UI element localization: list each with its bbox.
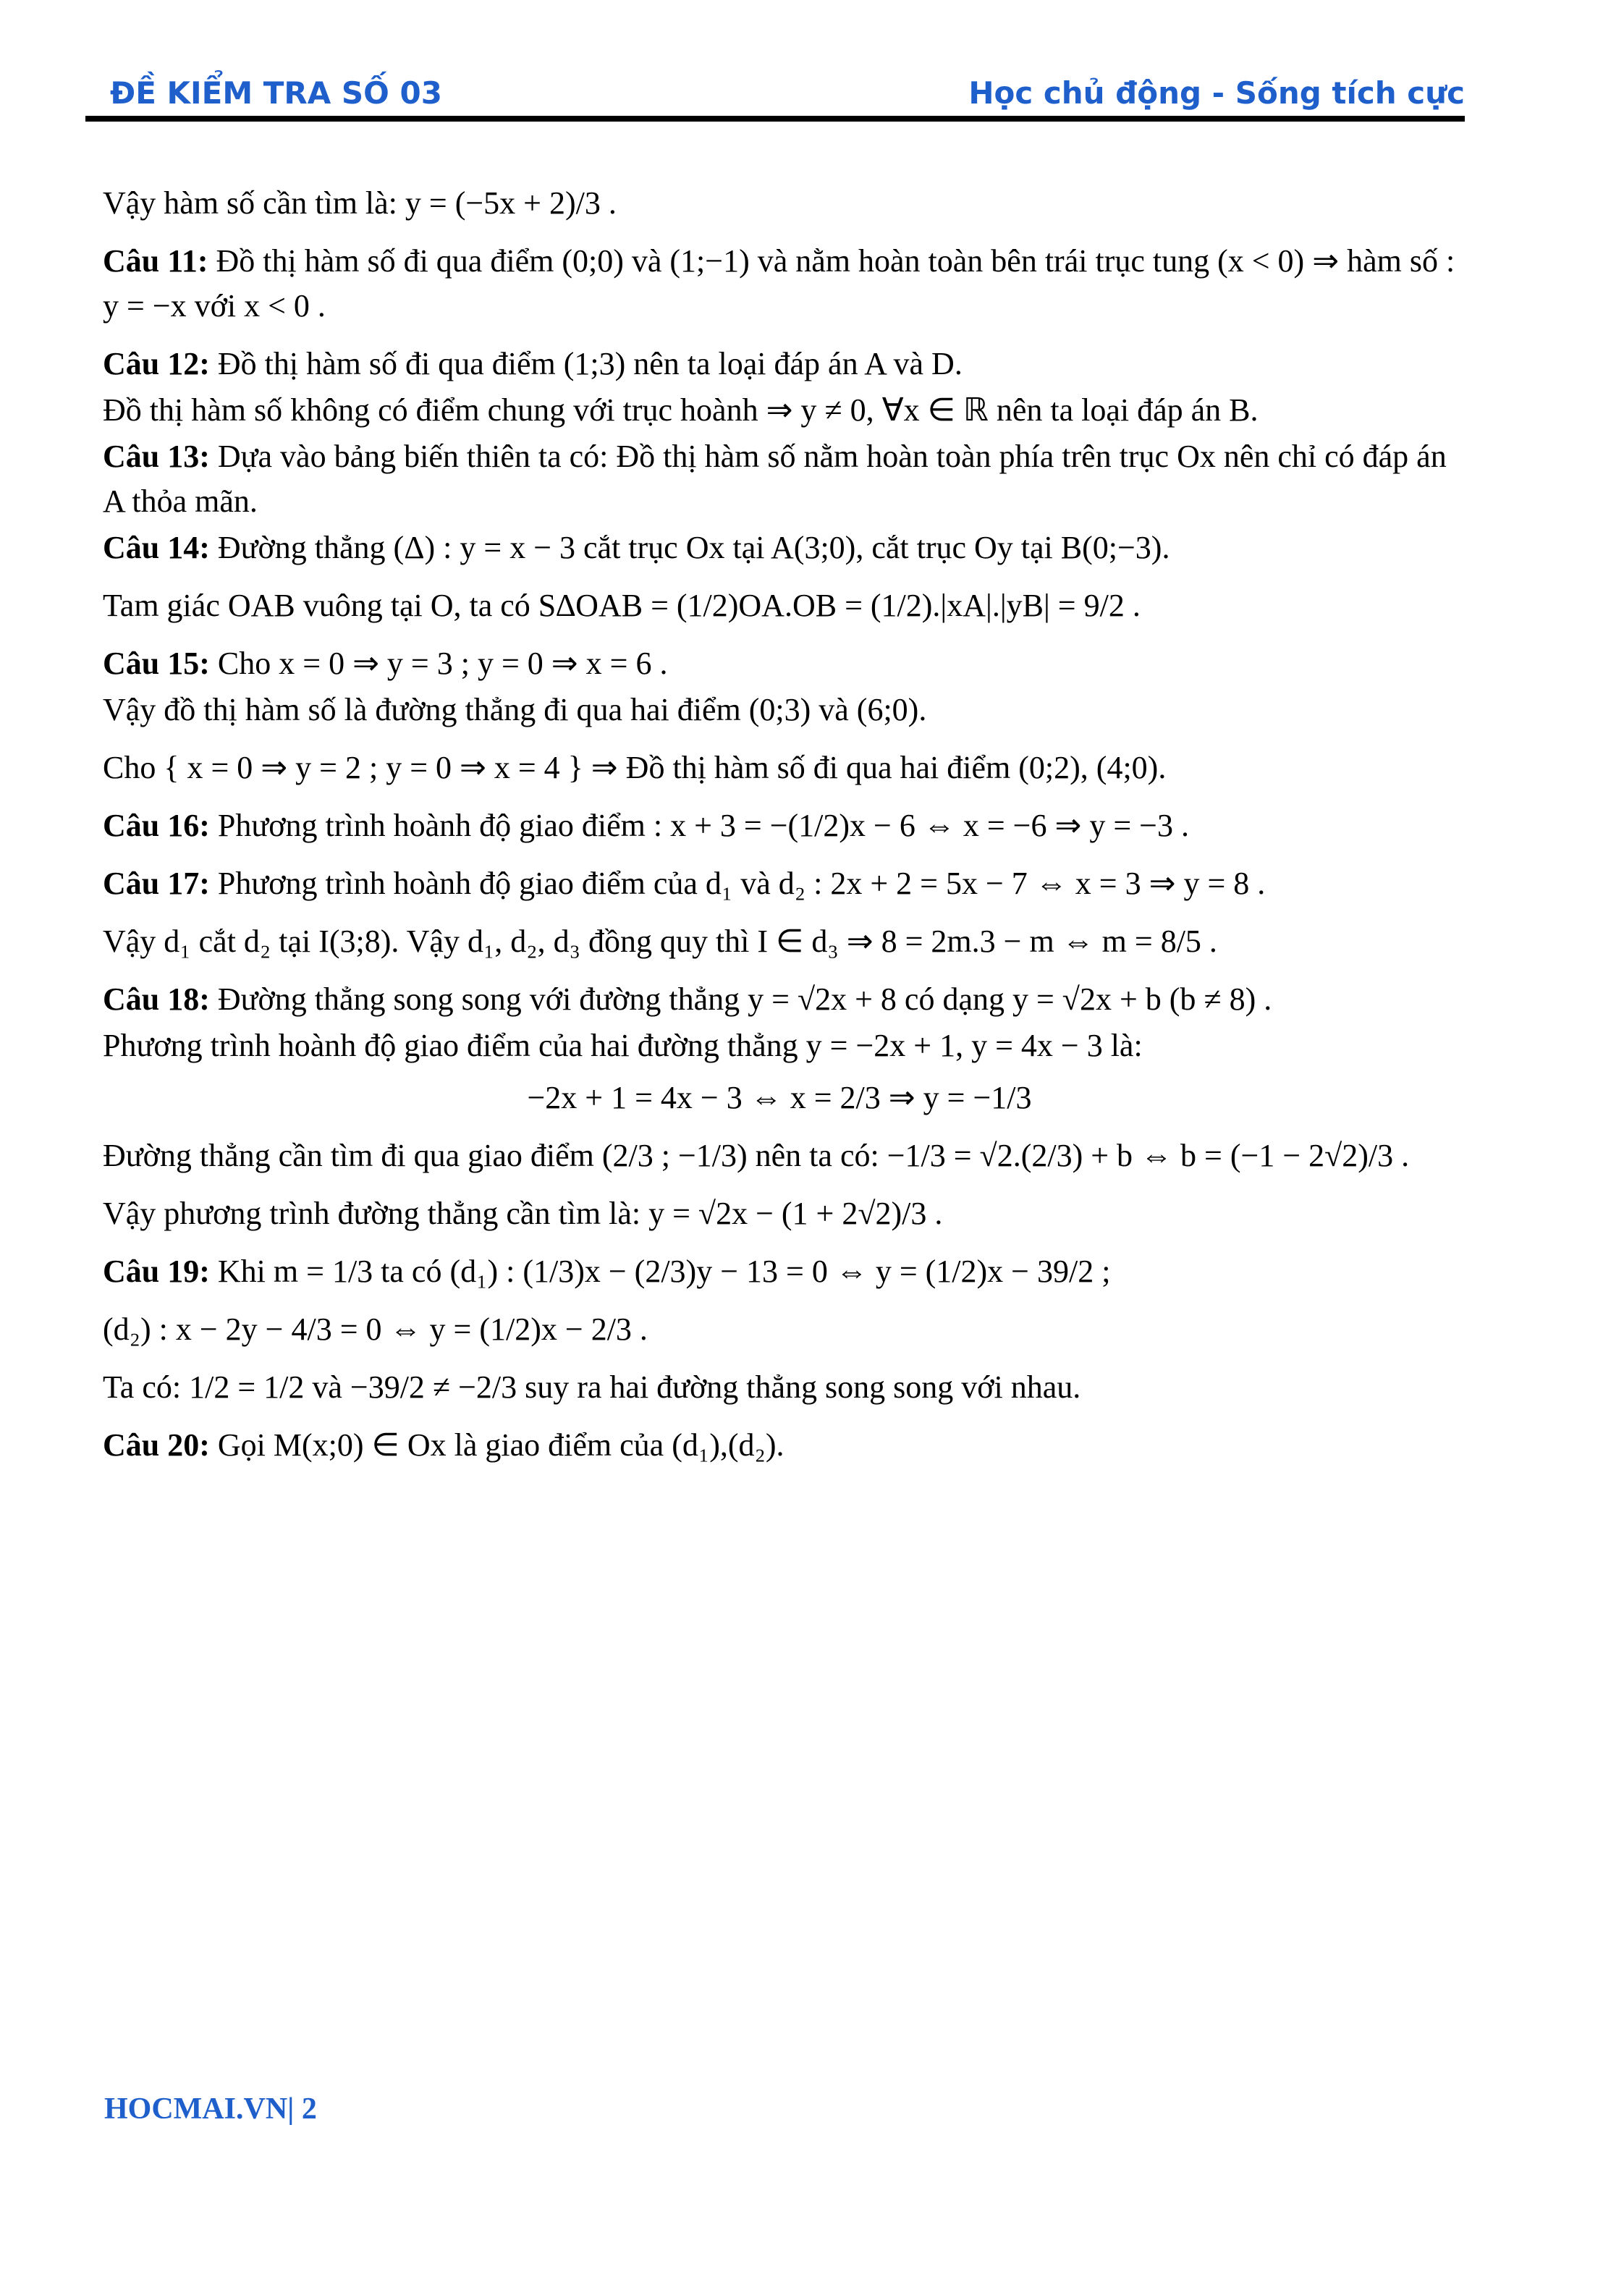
header-divider: [85, 116, 1465, 122]
question-label: Câu 15:: [103, 646, 210, 681]
page-header: [100, 75, 1465, 122]
equation-intersection: [103, 1076, 1456, 1120]
paragraph-cau-20: [103, 1423, 1456, 1468]
paragraph-text: Tam giác OAB vuông tại O, ta có S∆OAB = (1/2)OA.OB = (1/2).|xA|.|yB| = 9/2 .: [103, 588, 1141, 623]
paragraph-text: Phương trình hoành độ giao điểm của d₁ và d₂ : 2x + 2 = 5x − 7 ⇔ x = 3 ⇒ y = 8 .: [209, 866, 1266, 901]
paragraph-cau-19: [103, 1249, 1456, 1294]
question-label: Câu 20:: [103, 1427, 210, 1463]
paragraph-cau-19-c: [103, 1365, 1456, 1410]
solution-body: [103, 181, 1456, 1468]
paragraph-cau-15-b: [103, 688, 1456, 732]
question-label: Câu 18:: [103, 981, 210, 1017]
paragraph-text: Đồ thị hàm số đi qua điểm (1;3) nên ta loại đáp án A và D.: [209, 346, 963, 381]
paragraph-cau-15-c: [103, 745, 1456, 790]
paragraph-cau-17-b: [103, 919, 1456, 964]
paragraph-text: Đồ thị hàm số không có điểm chung với trục hoành ⇒ y ≠ 0, ∀x ∈ ℝ nên ta loại đáp án B.: [103, 392, 1259, 428]
paragraph-text: Vậy phương trình đường thẳng cần tìm là: y = √2x − (1 + 2√2)/3 .: [103, 1196, 943, 1231]
equation-text: −2x + 1 = 4x − 3 ⇔ x = 2/3 ⇒ y = −1/3: [527, 1080, 1032, 1115]
question-label: Câu 13:: [103, 439, 210, 474]
question-label: Câu 14:: [103, 530, 210, 565]
paragraph-text: Đường thẳng cần tìm đi qua giao điểm (2/3 ; −1/3) nên ta có: −1/3 = √2.(2/3) + b ⇔ b = (−1 − 2√2)/3 .: [103, 1138, 1410, 1173]
paragraph-text: Đồ thị hàm số đi qua điểm (0;0) và (1;−1) và nằm hoàn toàn bên trái trục tung (x < 0) ⇒ hàm số : y = −x với x < 0 .: [103, 243, 1455, 324]
paragraph-cau-11: [103, 239, 1456, 329]
paragraph-cau-12-b: [103, 388, 1456, 433]
paragraph-text: Vậy hàm số cần tìm là: y = (−5x + 2)/3 .: [103, 185, 617, 221]
paragraph-text: Khi m = 1/3 ta có (d₁) : (1/3)x − (2/3)y − 13 = 0 ⇔ y = (1/2)x − 39/2 ;: [209, 1254, 1111, 1289]
header-title: ĐỀ KIỂM TRA SỐ 03: [110, 75, 442, 111]
paragraph-result-y: [103, 181, 1456, 226]
paragraph-cau-17: [103, 861, 1456, 906]
paragraph-text: Vậy d₁ cắt d₂ tại I(3;8). Vậy d₁, d₂, d₃ đồng quy thì I ∈ d₃ ⇒ 8 = 2m.3 − m ⇔ m = 8/5 .: [103, 924, 1217, 959]
question-label: Câu 19:: [103, 1254, 210, 1289]
paragraph-cau-19-b: [103, 1307, 1456, 1352]
paragraph-cau-12: [103, 342, 1456, 386]
paragraph-cau-15: [103, 641, 1456, 686]
question-label: Câu 17:: [103, 866, 210, 901]
paragraph-cau-16: [103, 803, 1456, 848]
paragraph-text: Gọi M(x;0) ∈ Ox là giao điểm của (d₁),(d₂).: [209, 1427, 784, 1463]
paragraph-cau-13: [103, 434, 1456, 524]
paragraph-cau-18-b: [103, 1023, 1456, 1068]
paragraph-cau-14-b: [103, 583, 1456, 628]
question-label: Câu 12:: [103, 346, 210, 381]
paragraph-cau-14: [103, 525, 1456, 570]
paragraph-text: Cho x = 0 ⇒ y = 3 ; y = 0 ⇒ x = 6 .: [209, 646, 668, 681]
header-slogan: Học chủ động - Sống tích cực: [968, 75, 1465, 111]
paragraph-text: (d₂) : x − 2y − 4/3 = 0 ⇔ y = (1/2)x − 2/3 .: [103, 1311, 648, 1347]
paragraph-text: Phương trình hoành độ giao điểm : x + 3 = −(1/2)x − 6 ⇔ x = −6 ⇒ y = −3 .: [209, 808, 1189, 843]
question-label: Câu 11:: [103, 243, 208, 279]
paragraph-cau-18-d: [103, 1191, 1456, 1236]
page-footer: HOCMAI.VN| 2: [104, 2092, 317, 2126]
paragraph-text: Đường thẳng (Δ) : y = x − 3 cắt trục Ox tại A(3;0), cắt trục Oy tại B(0;−3).: [209, 530, 1170, 565]
paragraph-cau-18: [103, 977, 1456, 1022]
question-label: Câu 16:: [103, 808, 210, 843]
paragraph-cau-18-c: [103, 1133, 1456, 1178]
paragraph-text: Vậy đồ thị hàm số là đường thẳng đi qua hai điểm (0;3) và (6;0).: [103, 692, 927, 727]
paragraph-text: Ta có: 1/2 = 1/2 và −39/2 ≠ −2/3 suy ra hai đường thẳng song song với nhau.: [103, 1369, 1081, 1405]
paragraph-text: Cho { x = 0 ⇒ y = 2 ; y = 0 ⇒ x = 4 } ⇒ Đồ thị hàm số đi qua hai điểm (0;2), (4;0).: [103, 750, 1167, 785]
paragraph-text: Dựa vào bảng biến thiên ta có: Đồ thị hàm số nằm hoàn toàn phía trên trục Ox nên chỉ có đáp án A thỏa mãn.: [103, 439, 1447, 519]
paragraph-text: Đường thẳng song song với đường thẳng y = √2x + 8 có dạng y = √2x + b (b ≠ 8) .: [209, 981, 1272, 1017]
paragraph-text: Phương trình hoành độ giao điểm của hai đường thẳng y = −2x + 1, y = 4x − 3 là:: [103, 1028, 1143, 1063]
